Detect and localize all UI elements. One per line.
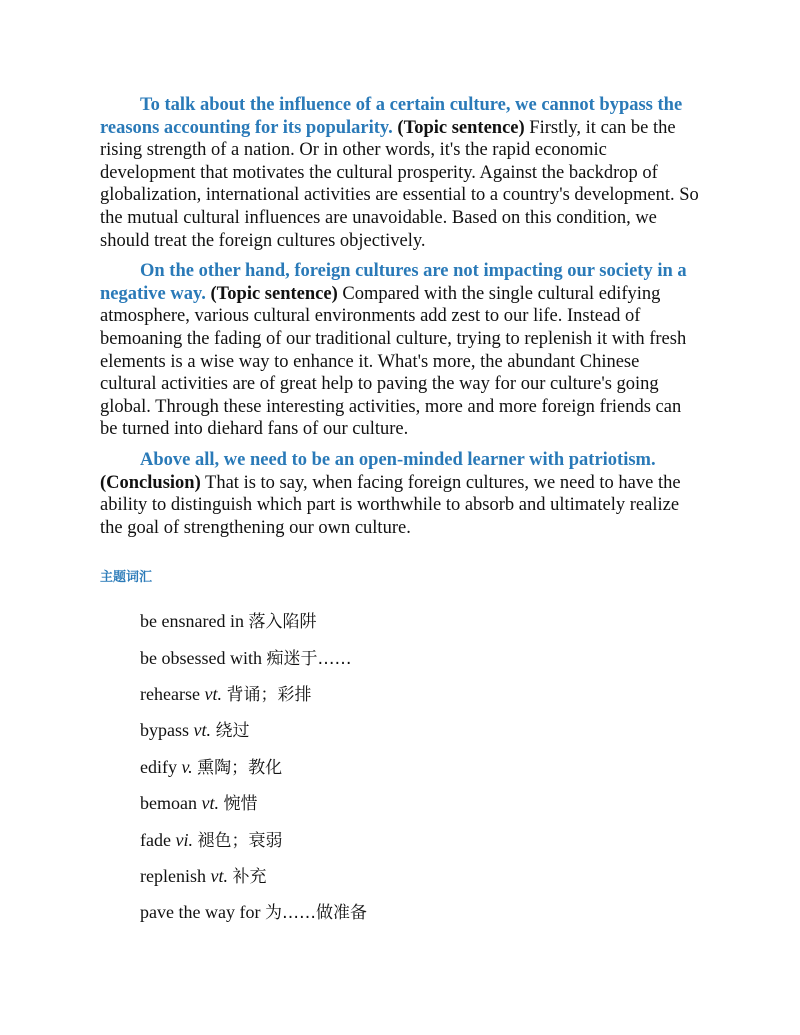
vocab-term: rehearse [140, 684, 200, 705]
vocab-meaning: 熏陶；教化 [197, 757, 283, 778]
vocab-pos: vt. [204, 684, 222, 705]
vocab-meaning: 褪色；衰弱 [197, 830, 283, 851]
vocab-pos: vt. [193, 720, 211, 741]
vocab-item [140, 830, 700, 866]
vocab-term: be ensnared in [140, 611, 244, 632]
vocab-item [140, 757, 700, 793]
vocab-term: edify [140, 756, 177, 777]
vocab-term: fade [140, 829, 171, 850]
vocab-item [140, 648, 700, 684]
vocab-list [140, 611, 700, 939]
vocab-meaning: 背诵；彩排 [226, 685, 312, 706]
paragraph-body: That is to say, when facing foreign cultures, we need to have the ability to distinguish which part is worthwhile to absorb and ultimately realize the goal of strengthening our own culture. [100, 472, 681, 538]
vocab-pos: vt. [201, 793, 219, 814]
conclusion-sentence: Above all, we need to be an open-minded learner with patriotism. [140, 449, 656, 470]
topic-sentence: On the other hand, foreign cultures are not impacting our society in a negative way. [100, 261, 687, 304]
sentence-label: (Topic sentence) [210, 283, 338, 304]
sentence-label: (Topic sentence) [397, 117, 525, 138]
vocab-pos: vt. [210, 866, 228, 887]
vocab-term: replenish [140, 866, 206, 887]
vocab-term: be obsessed with [140, 647, 262, 668]
vocab-item [140, 902, 700, 938]
vocab-term: pave the way for [140, 902, 261, 923]
sentence-label: (Conclusion) [100, 472, 201, 493]
vocab-item [140, 866, 700, 902]
vocab-meaning: 绕过 [215, 721, 250, 742]
paragraph-2 [100, 260, 700, 441]
vocab-term: bypass [140, 720, 189, 741]
vocab-term: bemoan [140, 793, 197, 814]
paragraph-body: Firstly, it can be the rising strength of a nation. Or in other words, it's the rapid economic development that motivates the cultural prosperity. Against the backdrop of globalization, international activities are essential to a country's development. So the mutual cultural influences are unavoidable. Based on this condition, we should treat the foreign cultures objectively. [100, 117, 699, 251]
vocab-heading: 主题词汇 [100, 570, 153, 586]
paragraph-3 [100, 449, 700, 539]
vocab-meaning: 落入陷阱 [248, 612, 317, 633]
topic-sentence: To talk about the influence of a certain culture, we cannot bypass the reasons accounting for its popularity. [100, 95, 683, 138]
vocab-meaning: 为……做准备 [264, 903, 367, 924]
vocab-item [140, 684, 700, 720]
vocab-meaning: 痴迷于…… [266, 648, 352, 669]
document-page [100, 94, 700, 939]
paragraph-body: Compared with the single cultural edifying atmosphere, various cultural environments add zest to our life. Instead of bemoaning the fading of our traditional culture, trying to replenish it with fresh elements is a wise way to enhance it. What's more, the abundant Chinese cultural activities are of great help to paving the way for our culture's going global. Through these interesting activities, more and more foreign friends can be turned into diehard fans of our culture. [100, 283, 687, 440]
vocab-item [140, 793, 700, 829]
vocab-item [140, 720, 700, 756]
vocab-meaning: 惋惜 [223, 794, 258, 815]
vocab-pos: v. [181, 756, 193, 777]
vocab-pos: vi. [175, 829, 193, 850]
vocab-item [140, 611, 700, 647]
paragraph-1 [100, 94, 700, 252]
vocab-meaning: 补充 [232, 867, 267, 888]
